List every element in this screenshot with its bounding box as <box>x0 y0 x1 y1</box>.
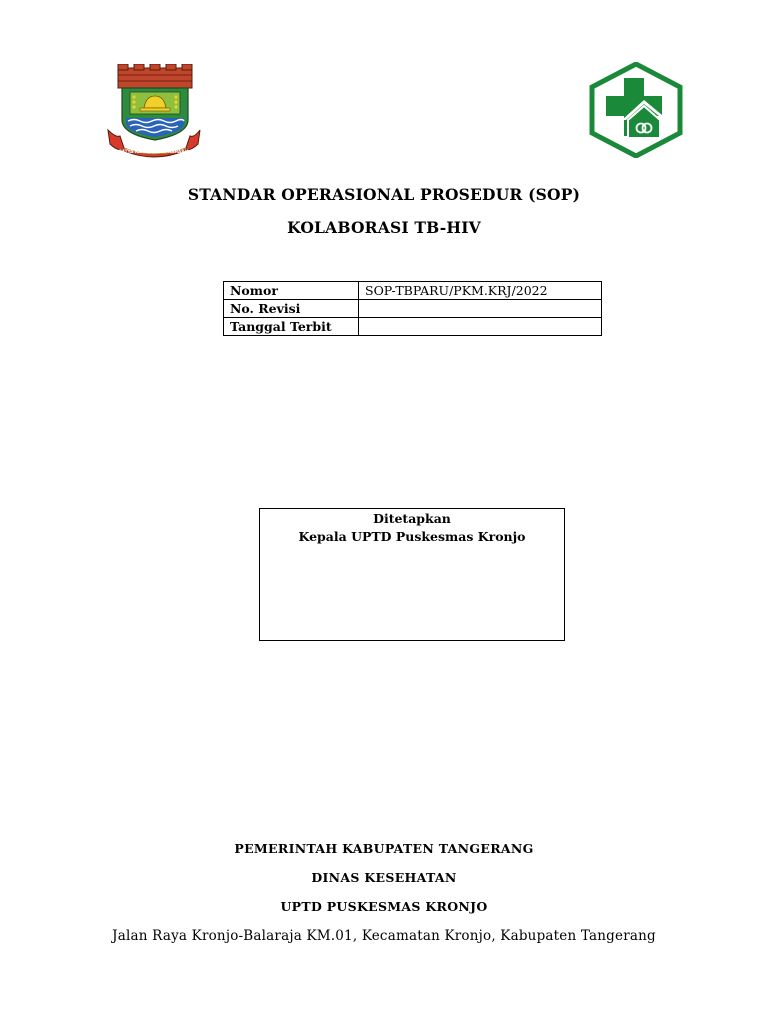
info-value-tanggal-terbit <box>359 318 602 336</box>
footer-unit: UPTD PUSKESMAS KRONJO <box>280 899 488 914</box>
crest-motto: SATYA KARYA KERTA RAHARJA <box>118 149 190 154</box>
info-label-revisi: No. Revisi <box>224 300 359 318</box>
document-info-table <box>223 281 602 336</box>
approval-line-ditetapkan: Ditetapkan <box>373 511 451 526</box>
footer-government: PEMERINTAH KABUPATEN TANGERANG <box>234 841 534 856</box>
info-value-nomor: SOP-TBPARU/PKM.KRJ/2022 <box>359 282 602 300</box>
approval-box <box>259 508 565 641</box>
footer-address: Jalan Raya Kronjo-Balaraja KM.01, Kecamatan Kronjo, Kabupaten Tangerang <box>112 928 656 944</box>
table-row <box>224 300 602 318</box>
document-title: STANDAR OPERASIONAL PROSEDUR (SOP) <box>187 185 581 204</box>
table-row <box>224 318 602 336</box>
info-value-revisi <box>359 300 602 318</box>
footer-department: DINAS KESEHATAN <box>311 870 457 885</box>
document-subtitle: KOLABORASI TB-HIV <box>287 218 481 237</box>
puskesmas-logo-icon <box>588 62 684 158</box>
table-row <box>224 282 602 300</box>
approval-line-kepala: Kepala UPTD Puskesmas Kronjo <box>298 529 526 544</box>
info-label-nomor: Nomor <box>224 282 359 300</box>
info-label-tanggal-terbit: Tanggal Terbit <box>224 318 359 336</box>
tangerang-regency-crest-icon <box>106 64 202 164</box>
